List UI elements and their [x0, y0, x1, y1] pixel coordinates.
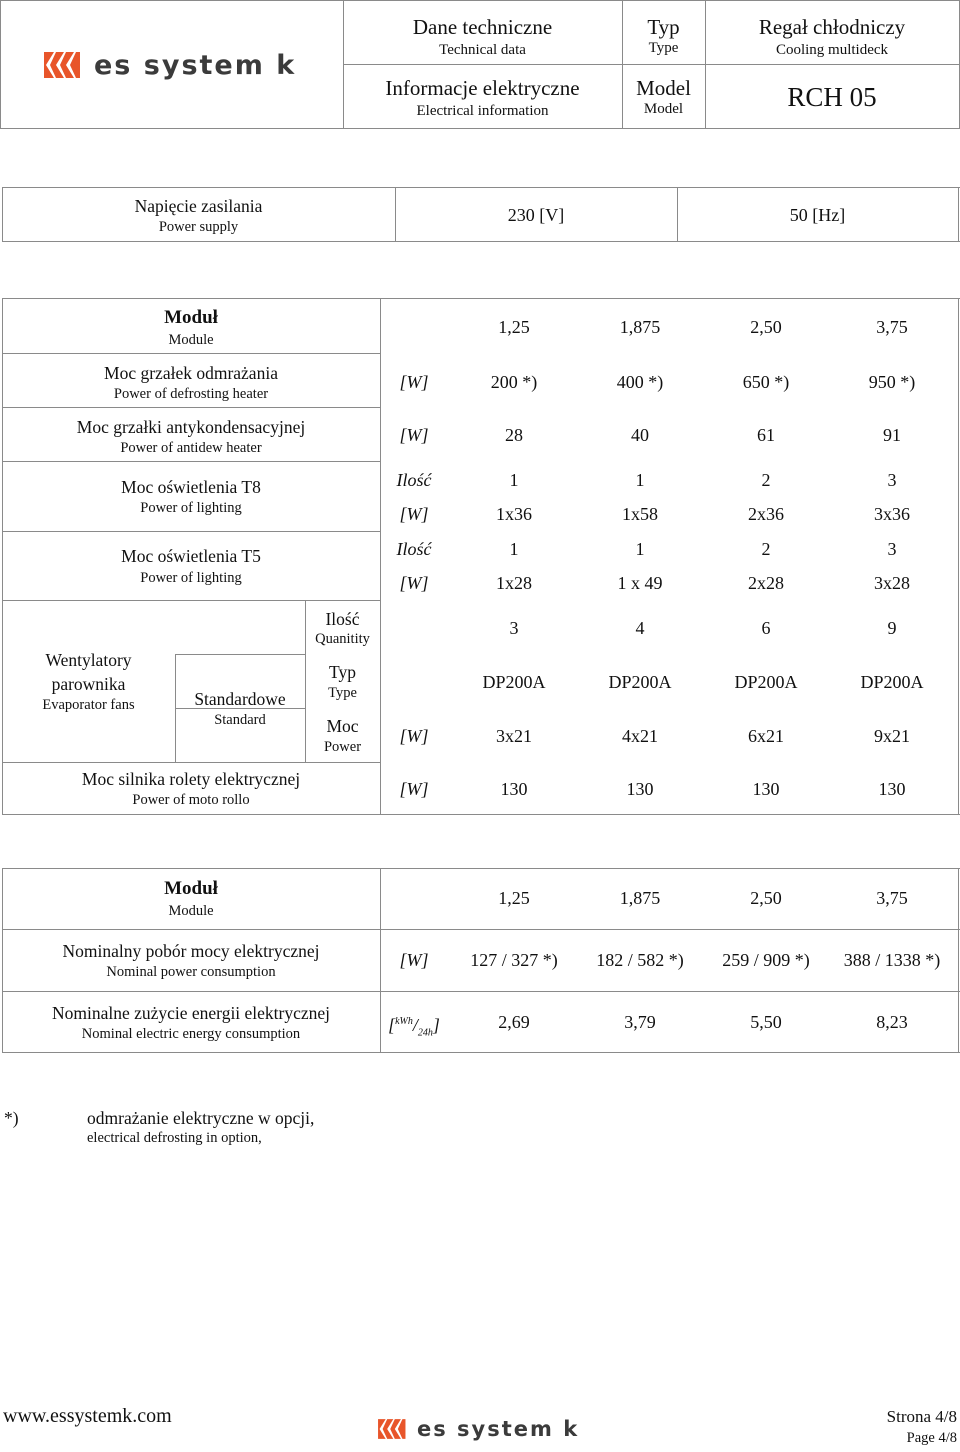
footnote-mark: *) — [4, 1108, 19, 1128]
antidew-label-en: Power of antidew heater — [120, 440, 262, 456]
energy-label-pl: Nominalne zużycie energii elektrycznej — [51, 1003, 331, 1023]
t8-power-value: 1x36 — [496, 504, 532, 524]
t8-qty-unit: Ilość — [396, 470, 432, 490]
rollo-value: 130 — [626, 779, 654, 799]
module-header-pl: Moduł — [164, 878, 218, 899]
energy-unit-numerator: kWh — [395, 1016, 413, 1027]
module-value: 2,50 — [750, 317, 782, 337]
module-value: 1,875 — [619, 317, 661, 337]
module-value: 3,75 — [876, 888, 908, 908]
t8-qty-value: 2 — [761, 470, 771, 490]
t8-label-en: Power of lighting — [140, 500, 242, 516]
section-en: Electrical information — [416, 103, 549, 119]
t5-qty-value: 1 — [635, 539, 645, 559]
t5-qty-unit: Ilość — [396, 539, 432, 559]
defrost-value: 400 *) — [616, 372, 664, 392]
fans-variant-pl: Standardowe — [194, 689, 286, 709]
page-number-pl: Strona 4/8 — [886, 1407, 957, 1426]
model-label-en: Model — [643, 101, 684, 117]
power-supply-label-pl: Napięcie zasilania — [134, 196, 263, 216]
t5-label-pl: Moc oświetlenia T5 — [121, 546, 261, 566]
module-value: 3,75 — [876, 317, 908, 337]
footnote-text-en: electrical defrosting in option, — [87, 1130, 262, 1146]
t5-power-value: 2x28 — [748, 573, 784, 593]
fans-type-value: DP200A — [734, 672, 798, 692]
fans-qty-value: 4 — [635, 618, 645, 638]
defrost-label-pl: Moc grzałek odmrażania — [104, 363, 278, 383]
type-label-en: Type — [648, 40, 679, 56]
module-value: 2,50 — [750, 888, 782, 908]
antidew-value: 40 — [631, 425, 649, 445]
brand-logo-icon — [40, 44, 82, 86]
brand-name: es system k — [94, 50, 297, 81]
fans-type-value: DP200A — [482, 672, 546, 692]
fans-label-pl: Wentylatory — [45, 650, 132, 670]
rollo-unit: [W] — [399, 779, 429, 799]
defrost-unit: [W] — [399, 372, 429, 392]
consumption-value: 127 / 327 *) — [470, 950, 558, 970]
energy-value: 5,50 — [750, 1012, 782, 1032]
defrost-value: 950 *) — [868, 372, 916, 392]
t5-qty-value: 1 — [509, 539, 519, 559]
rollo-value: 130 — [878, 779, 906, 799]
fans-label-en: Evaporator fans — [42, 697, 135, 713]
type-value-pl: Regał chłodniczy — [758, 15, 906, 39]
module-value: 1,25 — [498, 317, 530, 337]
rollo-label-pl: Moc silnika rolety elektrycznej — [81, 769, 301, 789]
antidew-value: 61 — [757, 425, 775, 445]
fans-power-label-pl: Moc — [326, 716, 359, 736]
module-value: 1,25 — [498, 888, 530, 908]
fans-label-pl: parownika — [51, 674, 126, 694]
t8-qty-value: 3 — [887, 470, 897, 490]
brand-logo — [40, 44, 320, 88]
type-value-en: Cooling multideck — [775, 42, 889, 58]
frequency-value: 50 [Hz] — [789, 205, 846, 225]
consumption-value: 182 / 582 *) — [596, 950, 684, 970]
defrost-value: 200 *) — [490, 372, 538, 392]
consumption-label-en: Nominal power consumption — [106, 964, 276, 980]
t8-power-value: 1x58 — [622, 504, 658, 524]
energy-label-en: Nominal electric energy consumption — [81, 1026, 301, 1042]
rollo-value: 130 — [500, 779, 528, 799]
power-supply-label-en: Power supply — [158, 219, 239, 235]
t5-power-value: 3x28 — [874, 573, 910, 593]
brand-logo-icon — [375, 1413, 407, 1445]
fans-power-value: 6x21 — [748, 726, 784, 746]
t5-qty-value: 2 — [761, 539, 771, 559]
fans-power-value: 3x21 — [496, 726, 532, 746]
module-header-en: Module — [168, 903, 214, 919]
fans-type-label-pl: Typ — [329, 662, 356, 682]
footer-brand-name: es system k — [417, 1417, 580, 1441]
model-value: RCH 05 — [787, 82, 877, 112]
consumption-label-pl: Nominalny pobór mocy elektrycznej — [62, 941, 320, 961]
rollo-value: 130 — [752, 779, 780, 799]
energy-value: 8,23 — [876, 1012, 908, 1032]
fans-power-value: 9x21 — [874, 726, 910, 746]
t5-label-en: Power of lighting — [140, 570, 242, 586]
section-pl: Informacje elektryczne — [385, 76, 580, 100]
antidew-unit: [W] — [399, 425, 429, 445]
energy-value: 2,69 — [498, 1012, 530, 1032]
t5-qty-value: 3 — [887, 539, 897, 559]
t8-qty-value: 1 — [509, 470, 519, 490]
fans-power-value: 4x21 — [622, 726, 658, 746]
t8-power-value: 2x36 — [748, 504, 784, 524]
module-header-en: Module — [168, 332, 214, 348]
defrost-label-en: Power of defrosting heater — [113, 386, 269, 402]
fans-type-label-en: Type — [328, 685, 357, 701]
consumption-value: 259 / 909 *) — [722, 950, 810, 970]
model-label-pl: Model — [636, 76, 691, 100]
fans-qty-value: 6 — [761, 618, 771, 638]
energy-unit-denominator: 24h — [417, 1027, 433, 1039]
energy-unit: $[^{kWh}/_{24h}]$ — [388, 1015, 440, 1039]
t5-power-unit: [W] — [399, 573, 429, 593]
footnote-text-pl: odmrażanie elektryczne w opcji, — [87, 1108, 315, 1128]
website-link[interactable]: www.essystemk.com — [3, 1405, 172, 1427]
fans-type-value: DP200A — [608, 672, 672, 692]
t8-power-value: 3x36 — [874, 504, 910, 524]
defrost-value: 650 *) — [742, 372, 790, 392]
rollo-label-en: Power of moto rollo — [132, 792, 250, 808]
t8-qty-value: 1 — [635, 470, 645, 490]
module-header-pl: Moduł — [164, 307, 218, 328]
fans-power-unit: [W] — [399, 726, 429, 746]
t5-power-value: 1 x 49 — [617, 573, 663, 593]
page-number-en: Page 4/8 — [906, 1430, 957, 1446]
category-pl: Dane techniczne — [412, 15, 553, 39]
fans-qty-label-en: Quanitity — [315, 631, 370, 647]
antidew-value: 28 — [505, 425, 523, 445]
energy-value: 3,79 — [624, 1012, 656, 1032]
module-value: 1,875 — [619, 888, 661, 908]
antidew-value: 91 — [883, 425, 901, 445]
type-label-pl: Typ — [647, 15, 680, 39]
footer-logo — [375, 1413, 595, 1447]
antidew-label-pl: Moc grzałki antykondensacyjnej — [76, 417, 306, 437]
consumption-unit: [W] — [399, 950, 429, 970]
fans-qty-value: 3 — [509, 618, 519, 638]
category-en: Technical data — [439, 42, 526, 58]
fans-variant-en: Standard — [214, 712, 266, 728]
fans-power-label-en: Power — [323, 739, 362, 755]
voltage-value: 230 [V] — [507, 205, 565, 225]
fans-qty-value: 9 — [887, 618, 897, 638]
fans-qty-label-pl: Ilość — [325, 609, 360, 629]
t8-label-pl: Moc oświetlenia T8 — [121, 477, 261, 497]
t8-power-unit: [W] — [399, 504, 429, 524]
consumption-value: 388 / 1338 *) — [843, 950, 941, 970]
fans-type-value: DP200A — [860, 672, 924, 692]
t5-power-value: 1x28 — [496, 573, 532, 593]
